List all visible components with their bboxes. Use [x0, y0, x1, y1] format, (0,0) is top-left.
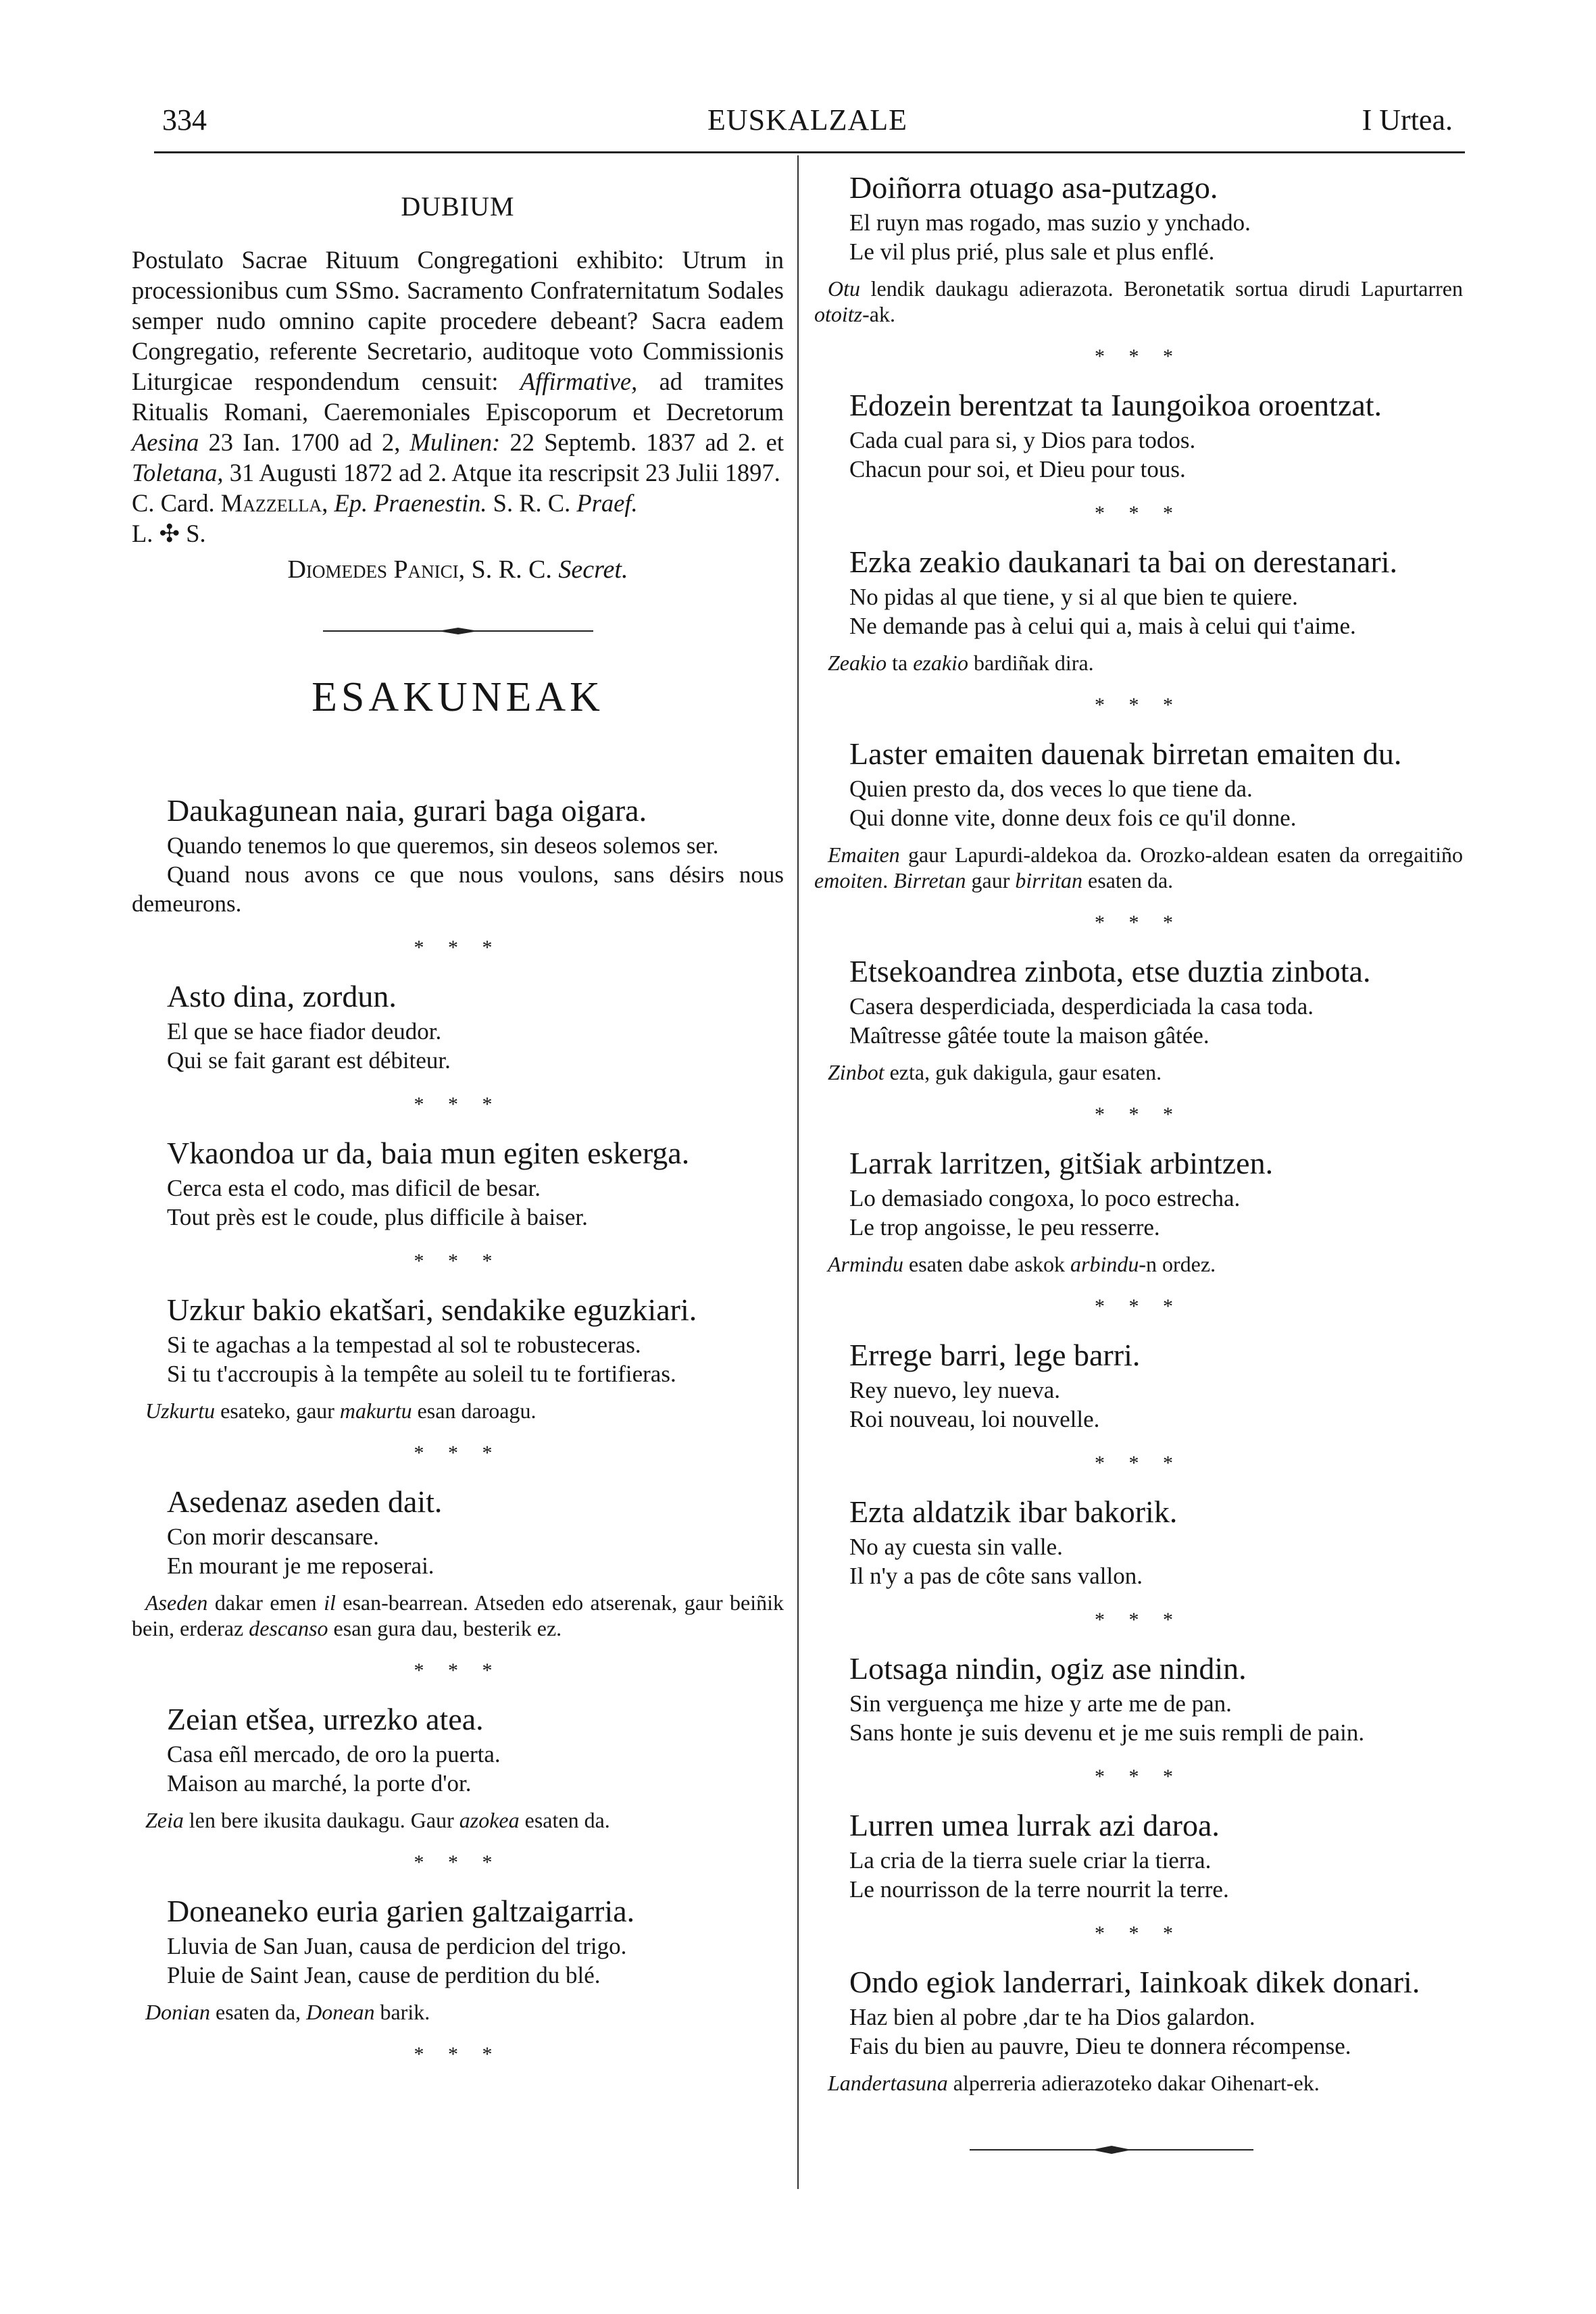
volume-label: I Urtea.	[1362, 103, 1453, 136]
proverb-basque: Laster emaiten dauenak birretan emaiten du.	[849, 736, 1402, 771]
dubium-text-part: 22 Septemb. 1837 ad 2. et	[500, 428, 784, 456]
proverb-french: Sans honte je suis devenu et je me suis rempli de pain.	[849, 1719, 1365, 1746]
separator-stars: * * *	[1095, 1295, 1182, 1317]
proverb-basque: Doiñorra otuago asa-putzago.	[849, 170, 1218, 205]
note-term: Otu	[828, 276, 860, 301]
note-term: Zinbot	[828, 1060, 884, 1084]
signature-seal: L. ✣ S.	[132, 520, 206, 547]
proverb	[132, 1701, 784, 1833]
proverb	[132, 1291, 784, 1424]
note-text: esaten da.	[1082, 868, 1174, 892]
proverb	[814, 1807, 1463, 1904]
sig-title: Secret.	[558, 555, 628, 584]
proverb-note	[145, 1807, 784, 1833]
proverb-basque: Etsekoandrea zinbota, etse duztia zinbota.	[849, 954, 1371, 988]
note-term: Uzkurtu	[145, 1399, 216, 1423]
proverb-note	[828, 1059, 1463, 1085]
dubium-text-part: Postulato Sacrae Rituum Congregationi exhibito: Utrum in processionibus cum SSmo. Sacramento Confraternitatum Sodales semper nudo omnino capite procedere debeant? Sacra eadem Congregatio, referente Secretario, auditoque voto Commissionis Liturgicae respondendum censuit:	[132, 246, 784, 395]
ornament-divider	[323, 624, 593, 638]
page-number: 334	[162, 103, 207, 136]
proverb	[814, 1650, 1463, 1747]
dubium-toletana: Toletana,	[132, 459, 224, 486]
note-term: Donian	[145, 2000, 210, 2024]
proverb-french: Maison au marché, la porte d'or.	[167, 1770, 472, 1796]
note-text: bardiñak dira.	[968, 651, 1094, 675]
proverb-spanish: Haz bien al pobre ,dar te ha Dios galardon.	[849, 2004, 1255, 2030]
proverb-basque: Ondo egiok landerrari, Iainkoak dikek donari.	[849, 1965, 1420, 1999]
note-term: Armindu	[828, 1252, 903, 1276]
note-term: otoitz	[814, 302, 863, 326]
proverb	[814, 735, 1463, 893]
journal-title: EUSKALZALE	[707, 103, 907, 136]
note-text: esaten da.	[519, 1808, 610, 1832]
note-term: birritan	[1015, 868, 1082, 892]
sig-part: C. Card.	[132, 489, 221, 517]
sig-title: Ep. Praenestin.	[334, 489, 487, 517]
proverb-note	[828, 650, 1463, 676]
separator-stars: * * *	[414, 1442, 502, 1464]
note-text: .	[882, 868, 894, 892]
ornament-end	[970, 2142, 1253, 2158]
proverb-french: Qui se fait garant est débiteur.	[167, 1047, 451, 1074]
note-term: emoiten	[814, 868, 883, 892]
dubium-text-part: 31 Augusti 1872 ad 2. Atque ita rescripsit 23 Julii 1897.	[223, 459, 780, 486]
proverb-spanish: Cada cual para si, y Dios para todos.	[849, 427, 1196, 453]
note-text: esaten dabe askok	[903, 1252, 1071, 1276]
note-term: Zeia	[145, 1808, 184, 1832]
proverb-spanish: Rey nuevo, ley nueva.	[849, 1377, 1060, 1403]
proverb-note	[132, 1590, 784, 1641]
separator-stars: * * *	[1095, 694, 1182, 716]
sig-name: Diomedes Panici	[287, 555, 459, 584]
proverb	[814, 953, 1463, 1085]
sig-part: ,	[322, 489, 334, 517]
proverb	[814, 1145, 1463, 1277]
signature-secretary	[132, 553, 784, 586]
separator-stars: * * *	[1095, 1452, 1182, 1474]
proverb-basque: Uzkur bakio ekatšari, sendakike eguzkiari.	[167, 1292, 697, 1327]
proverb-spanish: Lluvia de San Juan, causa de perdicion del trigo.	[167, 1933, 627, 1959]
sig-part: , S. R. C.	[458, 555, 559, 584]
separator-stars: * * *	[1095, 502, 1182, 524]
proverb-basque: Lurren umea lurrak azi daroa.	[849, 1808, 1220, 1842]
note-text: alperreria adierazoteko dakar Oihenart-ek.	[947, 2071, 1320, 2095]
proverb-spanish: La cria de la tierra suele criar la tierra.	[849, 1847, 1212, 1873]
sig-title: Praef.	[576, 489, 638, 517]
note-text: -n ordez.	[1139, 1252, 1216, 1276]
section-title: ESAKUNEAK	[311, 674, 604, 720]
proverb-note	[828, 2070, 1463, 2096]
header-rule	[154, 151, 1465, 153]
left-column	[132, 169, 784, 2084]
proverb-french: Qui donne vite, donne deux fois ce qu'il donne.	[849, 805, 1297, 831]
proverb-basque: Asedenaz aseden dait.	[167, 1484, 443, 1519]
proverb-spanish: Lo demasiado congoxa, lo poco estrecha.	[849, 1185, 1241, 1211]
proverb-basque: Edozein berentzat ta Iaungoikoa oroentzat.	[849, 388, 1382, 422]
dubium-text-part: 23 Ian. 1700 ad 2,	[199, 428, 410, 456]
proverb-spanish: El que se hace fiador deudor.	[167, 1018, 442, 1045]
sig-part: S. R. C.	[487, 489, 577, 517]
proverb-french: Il n'y a pas de côte sans vallon.	[849, 1563, 1143, 1589]
proverb-spanish: Casera desperdiciada, desperdiciada la casa toda.	[849, 993, 1314, 1020]
separator-stars: * * *	[1095, 1765, 1182, 1788]
proverb-french: Roi nouveau, loi nouvelle.	[849, 1406, 1100, 1432]
proverb-french: Le vil plus prié, plus sale et plus enflé.	[849, 238, 1215, 265]
proverb-note	[828, 1251, 1463, 1277]
proverb-spanish: Con morir descansare.	[167, 1524, 379, 1550]
note-text: len bere ikusita daukagu. Gaur	[183, 1808, 459, 1832]
proverb	[814, 386, 1463, 484]
page-header	[162, 101, 1453, 142]
proverb-note	[814, 276, 1463, 327]
note-term: Aseden	[145, 1590, 208, 1615]
separator-stars: * * *	[414, 1659, 502, 1682]
proverb-french: Maîtresse gâtée toute la maison gâtée.	[849, 1022, 1210, 1049]
proverb-spanish: Quien presto da, dos veces lo que tiene da.	[849, 776, 1253, 802]
separator-stars: * * *	[1095, 1103, 1182, 1126]
note-term: azokea	[459, 1808, 520, 1832]
proverb	[132, 1892, 784, 2025]
dubium-title: DUBIUM	[401, 191, 515, 222]
proverb-spanish: Si te agachas a la tempestad al sol te robusteceras.	[167, 1332, 641, 1358]
proverb-french: Fais du bien au pauvre, Dieu te donnera récompense.	[849, 2033, 1351, 2059]
proverb-basque: Ezta aldatzik ibar bakorik.	[849, 1494, 1178, 1529]
proverb-basque: Lotsaga nindin, ogiz ase nindin.	[849, 1651, 1247, 1686]
note-text: gaur	[966, 868, 1016, 892]
dubium-mulinen: Mulinen:	[409, 428, 501, 456]
proverb-french: Quand nous avons ce que nous voulons, sans désirs nous demeurons.	[132, 861, 784, 917]
proverb-french: Le trop angoisse, le peu resserre.	[849, 1214, 1160, 1240]
separator-stars: * * *	[1095, 1922, 1182, 1944]
proverb-french: Chacun pour soi, et Dieu pour tous.	[849, 456, 1186, 482]
note-text: barik.	[374, 2000, 430, 2024]
note-term: ezakio	[913, 651, 968, 675]
note-term: Zeakio	[828, 651, 887, 675]
proverb-spanish: Cerca esta el codo, mas dificil de besar.	[167, 1175, 541, 1201]
note-term: descanso	[249, 1616, 328, 1640]
note-text: gaur Lapurdi-aldekoa da. Orozko-aldean esaten da orregaitiño	[899, 842, 1463, 867]
proverb-note	[145, 1999, 784, 2025]
note-text: -ak.	[862, 302, 895, 326]
proverb-basque: Larrak larritzen, gitšiak arbintzen.	[849, 1146, 1274, 1180]
proverb-basque: Doneaneko euria garien galtzaigarria.	[167, 1894, 635, 1928]
note-text: esan daroagu.	[412, 1399, 537, 1423]
proverb-french: Le nourrisson de la terre nourrit la terre.	[849, 1876, 1229, 1903]
note-text: esateko, gaur	[215, 1399, 340, 1423]
proverb-basque: Daukagunean naia, gurari baga oigara.	[167, 793, 647, 828]
proverb	[132, 1134, 784, 1232]
proverb-spanish: Sin verguença me hize y arte me de pan.	[849, 1690, 1232, 1717]
proverb	[814, 1493, 1463, 1590]
proverb	[132, 1483, 784, 1641]
dubium-affirmative: Affirmative,	[520, 368, 638, 395]
note-term: arbindu	[1070, 1252, 1139, 1276]
proverb	[814, 169, 1463, 327]
note-text: esan-bearrean. Atseden edo atserenak, gaur beiñik bein, erderaz	[132, 1590, 784, 1640]
dubium-text-part: ad tramites Ritualis Romani, Caeremoniales Episcoporum et Decretorum	[132, 368, 784, 426]
proverb-spanish: No ay cuesta sin valle.	[849, 1534, 1063, 1560]
proverb	[814, 1963, 1463, 2096]
column-divider	[797, 155, 799, 2189]
signature-cardinal	[132, 488, 784, 518]
proverb-note	[145, 1398, 784, 1424]
right-column	[814, 169, 1463, 2158]
note-text: lendik daukagu adierazota. Beronetatik sortua dirudi Lapurtarren	[860, 276, 1463, 301]
sig-name: Mazzella	[220, 489, 322, 517]
proverb-spanish: El ruyn mas rogado, mas suzio y ynchado.	[849, 209, 1251, 236]
separator-stars: * * *	[1095, 911, 1182, 934]
proverb-spanish: No pidas al que tiene, y si al que bien te quiere.	[849, 584, 1298, 610]
proverb-basque: Ezka zeakio daukanari ta bai on derestanari.	[849, 545, 1397, 579]
note-text: ta	[887, 651, 914, 675]
note-text: ezta, guk dakigula, gaur esaten.	[884, 1060, 1162, 1084]
note-text: esan gura dau, besterik ez.	[328, 1616, 562, 1640]
proverb-basque: Errege barri, lege barri.	[849, 1338, 1141, 1372]
proverb-note	[814, 842, 1463, 893]
note-term: Birretan	[893, 868, 966, 892]
note-term: Donean	[306, 2000, 375, 2024]
separator-stars: * * *	[1095, 345, 1182, 368]
proverb-basque: Asto dina, zordun.	[167, 979, 397, 1013]
proverb-french: Ne demande pas à celui qui a, mais à celui qui t'aime.	[849, 613, 1356, 639]
proverb-spanish: Quando tenemos lo que queremos, sin deseos solemos ser.	[167, 832, 719, 859]
note-term: Emaiten	[828, 842, 900, 867]
proverb	[132, 978, 784, 1075]
separator-stars: * * *	[414, 936, 502, 959]
dubium-text	[132, 245, 784, 488]
separator-stars: * * *	[414, 1851, 502, 1873]
proverb-french: En mourant je me reposerai.	[167, 1553, 434, 1579]
proverb	[814, 543, 1463, 676]
proverb-basque: Vkaondoa ur da, baia mun egiten eskerga.	[167, 1136, 690, 1170]
separator-stars: * * *	[414, 2043, 502, 2065]
separator-stars: * * *	[1095, 1609, 1182, 1631]
proverb	[132, 792, 784, 918]
note-term: Landertasuna	[828, 2071, 948, 2095]
proverb-basque: Zeian etšea, urrezko atea.	[167, 1702, 484, 1736]
separator-stars: * * *	[414, 1093, 502, 1115]
note-term: il	[324, 1590, 336, 1615]
proverb-spanish: Casa eñl mercado, de oro la puerta.	[167, 1741, 501, 1767]
separator-stars: * * *	[414, 1250, 502, 1272]
proverb-french: Tout près est le coude, plus difficile à baiser.	[167, 1204, 588, 1230]
dubium-aesina: Aesina	[132, 428, 199, 456]
note-text: esaten da,	[210, 2000, 307, 2024]
proverb-french: Si tu t'accroupis à la tempête au soleil tu te fortifieras.	[167, 1361, 676, 1387]
proverb-french: Pluie de Saint Jean, cause de perdition du blé.	[167, 1962, 601, 1988]
note-text: dakar emen	[207, 1590, 324, 1615]
note-term: makurtu	[339, 1399, 412, 1423]
proverb	[814, 1336, 1463, 1434]
